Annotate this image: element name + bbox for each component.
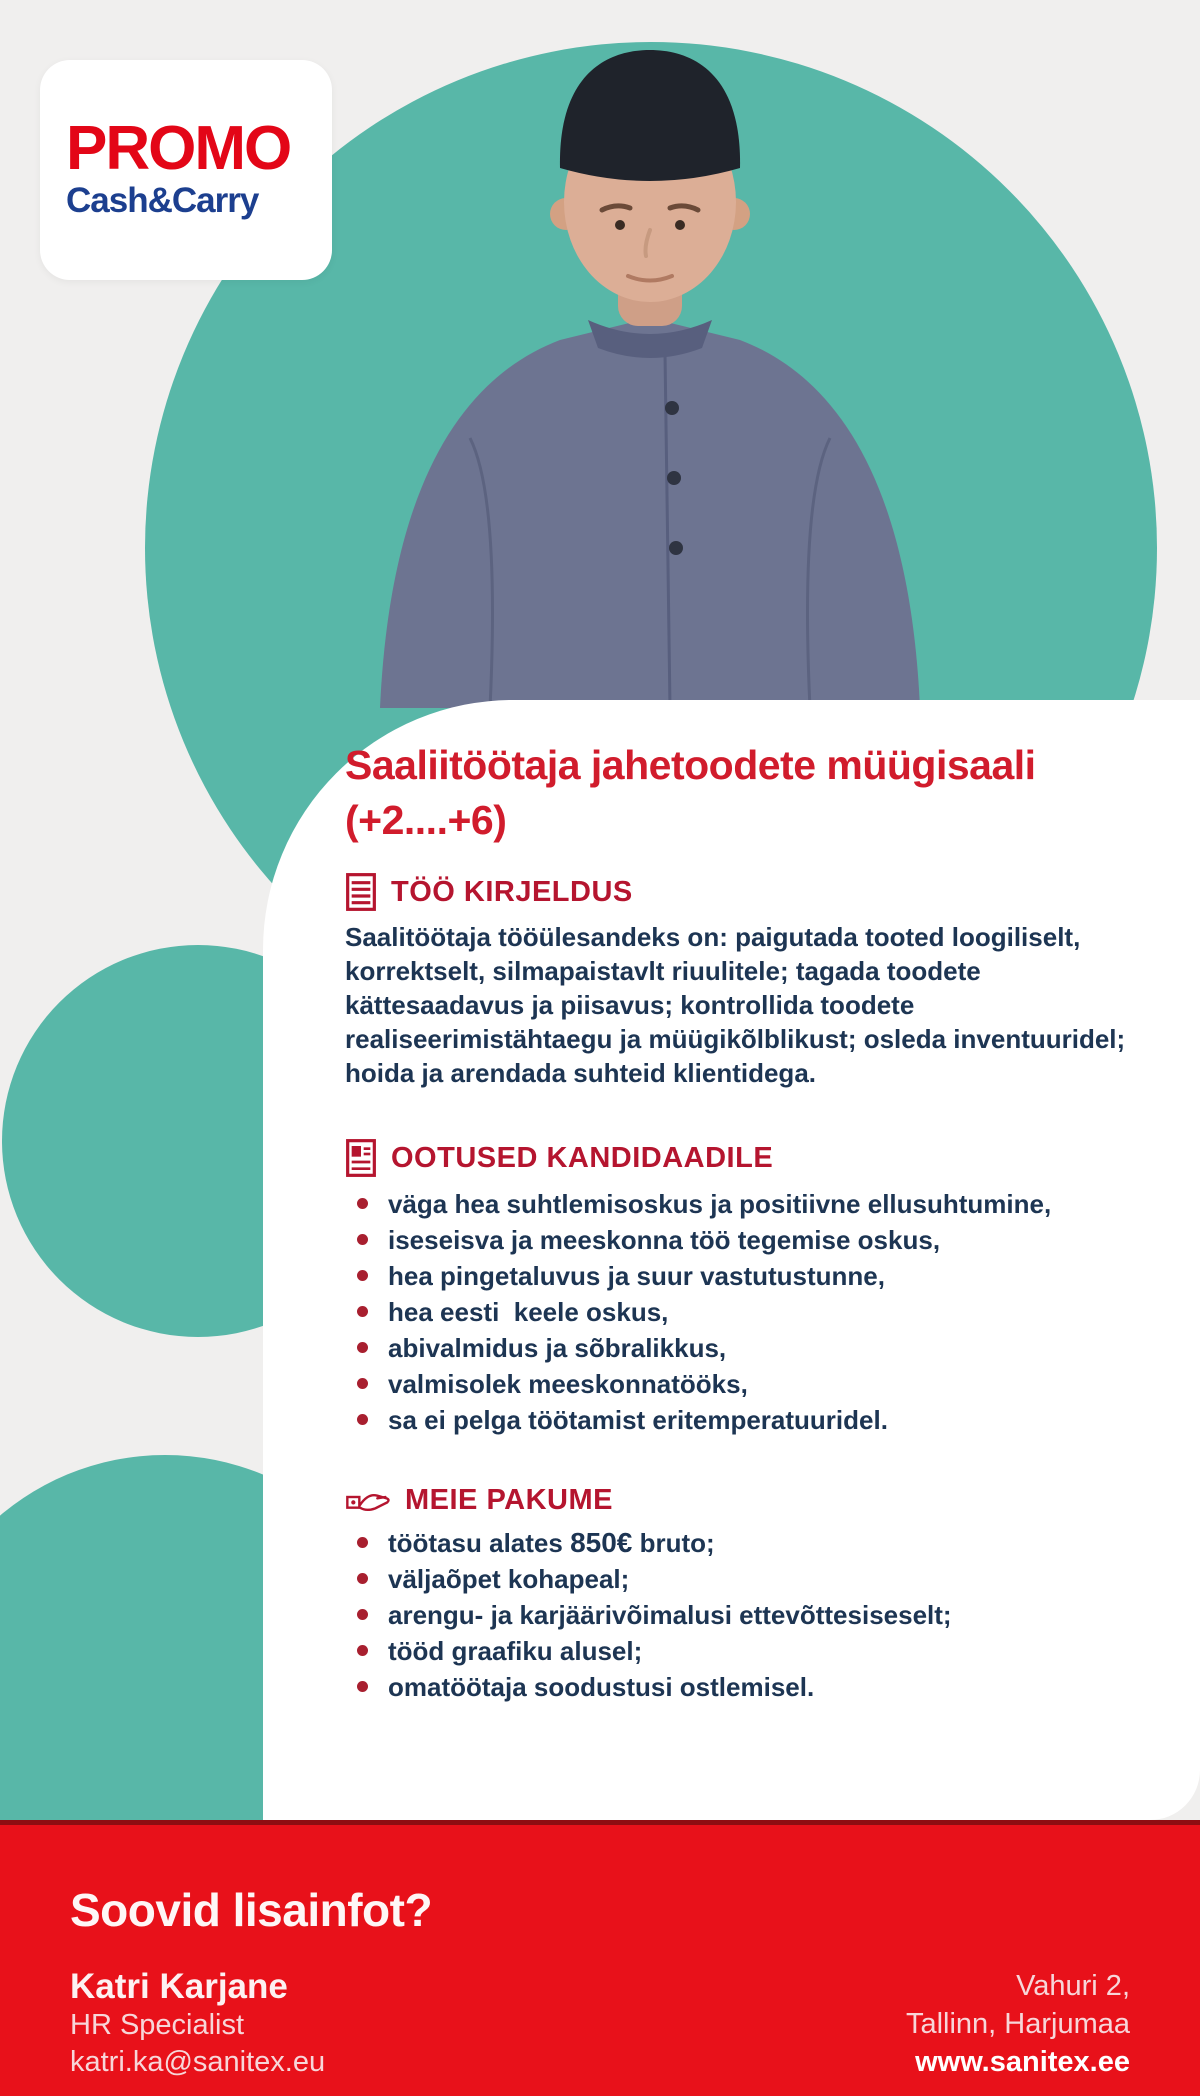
bullet-text: väljaõpet kohapeal;: [388, 1564, 630, 1594]
contact-block: [70, 1967, 325, 2081]
resume-icon: [345, 1138, 377, 1178]
section-heading-row: [345, 1138, 1155, 1178]
bullet-dot: [357, 1645, 368, 1656]
document-lines-icon: [345, 872, 377, 912]
bullet-dot: [357, 1681, 368, 1692]
bullet-dot: [357, 1609, 368, 1620]
bullet-text: tööd graafiku alusel;: [388, 1636, 643, 1666]
bullet-dot: [357, 1270, 368, 1281]
bullet-text: sa ei pelga töötamist eritemperatuuridel.: [388, 1405, 888, 1435]
address-line1: Vahuri 2,: [1016, 1970, 1130, 2002]
offer-list: [345, 1525, 1155, 1705]
bullet-dot: [357, 1537, 368, 1548]
bullet-dot: [357, 1234, 368, 1245]
section-heading-ootused: OOTUSED KANDIDAADILE: [391, 1141, 774, 1174]
bullet-item: [345, 1330, 1155, 1366]
content-card: [263, 700, 1200, 1820]
cash-and-carry-logo: Cash&Carry: [66, 181, 259, 220]
bullet-dot: [357, 1306, 368, 1317]
footer: [0, 1820, 1200, 2096]
bullet-item: [345, 1633, 1155, 1669]
bullet-item: [345, 1222, 1155, 1258]
contact-email[interactable]: katri.ka@sanitex.eu: [70, 2046, 326, 2078]
bullet-text: arengu- ja karjäärivõimalusi ettevõttesiseselt;: [388, 1600, 952, 1630]
bullet-item: [345, 1294, 1155, 1330]
bullet-dot: [357, 1414, 368, 1425]
bullet-text: valmisolek meeskonnatööks,: [388, 1369, 748, 1399]
job-title: [345, 738, 1155, 848]
website-link[interactable]: www.sanitex.ee: [915, 2046, 1130, 2078]
bullet-item: [345, 1669, 1155, 1705]
bullet-item: [345, 1366, 1155, 1402]
bullet-item: [345, 1561, 1155, 1597]
bullet-dot: [357, 1378, 368, 1389]
bullet-text: hea pingetaluvus ja suur vastutustunne,: [388, 1261, 885, 1291]
chef-photo-graphic: [320, 18, 970, 708]
bullet-dot: [357, 1342, 368, 1353]
address-block: [906, 1967, 1130, 2081]
section-heading-row: [345, 872, 1155, 912]
contact-name: Katri Karjane: [70, 1967, 288, 2006]
footer-contact-row: [70, 1967, 1130, 2081]
bullet-item: [345, 1597, 1155, 1633]
bullet-text: omatöötaja soodustusi ostlemisel.: [388, 1672, 815, 1702]
job-title-line2: (+2....+6): [345, 797, 507, 843]
chef-photo: [320, 18, 970, 708]
bullet-text: iseseisva ja meeskonna töö tegemise oskus,: [388, 1225, 941, 1255]
section-heading-row: [345, 1484, 1155, 1517]
bullet-item: [345, 1186, 1155, 1222]
footer-question: Soovid lisainfot?: [70, 1884, 433, 1936]
job-title-line1: Saaliitöötaja jahetoodete müügisaali: [345, 742, 1036, 788]
promo-logo: PROMO: [66, 114, 291, 183]
bullet-dot: [357, 1198, 368, 1209]
bullet-text: hea eesti keele oskus,: [388, 1297, 669, 1327]
bullet-dot: [357, 1573, 368, 1584]
section-too-kirjeldus: [345, 872, 1155, 1090]
section-heading-pakume: MEIE PAKUME: [405, 1484, 613, 1516]
logo-card: [40, 60, 332, 280]
section-heading-kirjeldus: TÖÖ KIRJELDUS: [391, 875, 633, 908]
section-ootused-kandidaadile: [345, 1138, 1155, 1438]
bullet-item: [345, 1258, 1155, 1294]
hand-money-icon: [345, 1485, 391, 1517]
bullet-item: [345, 1525, 1155, 1561]
bullet-text: töötasu alates 850€ bruto;: [388, 1527, 715, 1558]
expectations-list: [345, 1186, 1155, 1438]
bullet-text: väga hea suhtlemisoskus ja positiivne ellusuhtumine,: [388, 1189, 1052, 1219]
section-meie-pakume: [345, 1484, 1155, 1705]
contact-role: HR Specialist: [70, 2009, 245, 2041]
bullet-item: [345, 1402, 1155, 1438]
address-line2: Tallinn, Harjumaa: [905, 2008, 1130, 2040]
bullet-text: abivalmidus ja sõbralikkus,: [388, 1333, 727, 1363]
job-description-paragraph: Saalitöötaja tööülesandeks on: paigutada tooted loogiliselt, korrektselt, silmapaistavlt riuulitele; tagada toodete kättesaadavus ja piisavus; kontrollida toodete realiseerimistähtaegu ja müügikõlblikust; osleda inventuuridel; hoida ja arendada suhteid klientidega.: [345, 922, 1126, 1088]
